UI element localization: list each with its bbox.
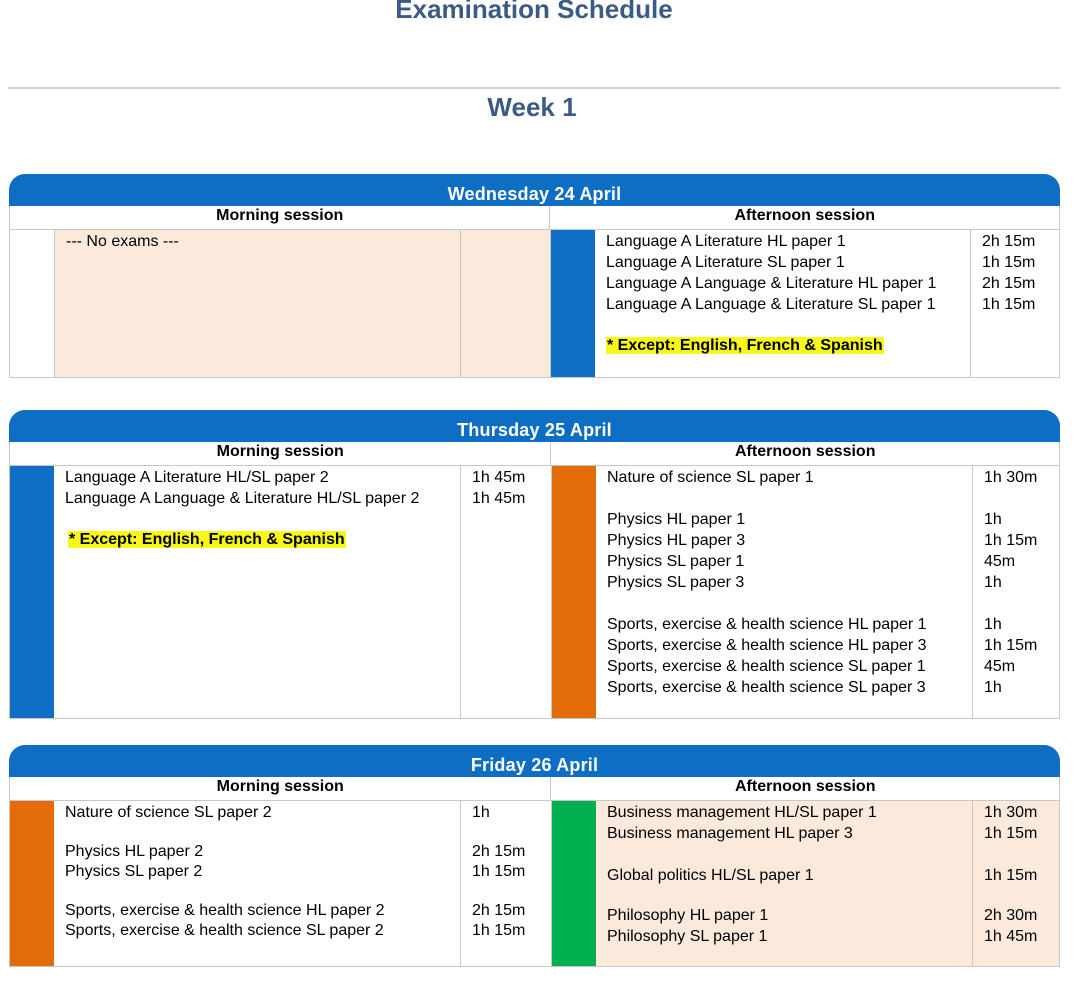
duration-value: 2h 30m [984, 907, 1038, 924]
day-block-wednesday [9, 174, 1060, 378]
exam-line: Business management HL/SL paper 1 [607, 804, 877, 821]
day-block-friday [9, 745, 1060, 967]
exam-list [54, 466, 460, 718]
afternoon-session [551, 230, 1059, 377]
duration-value: 45m [984, 658, 1016, 675]
duration-value: 1h [984, 679, 1002, 696]
afternoon-session [552, 466, 1059, 718]
exam-line: Language A Literature SL paper 1 [606, 254, 845, 271]
duration-list [972, 801, 1059, 966]
exam-line [65, 823, 460, 841]
session-color-bar [10, 801, 54, 966]
duration-value [984, 844, 1059, 865]
exam-line: Business management HL paper 3 [607, 825, 853, 842]
exam-line: Sports, exercise & health science HL paper 2 [65, 902, 385, 919]
day-body [9, 230, 1060, 378]
duration-value: 1h 15m [982, 296, 1036, 313]
day-header: Thursday 25 April [9, 410, 1060, 442]
morning-session [10, 230, 550, 377]
exam-line: Physics SL paper 1 [607, 553, 745, 570]
duration-list [460, 801, 551, 966]
exam-line: Physics HL paper 3 [607, 532, 746, 549]
exam-line: Physics HL paper 2 [65, 843, 204, 860]
duration-value: 2h 15m [472, 902, 526, 919]
morning-session [10, 466, 551, 718]
exam-line: Sports, exercise & health science SL paper 1 [607, 658, 926, 675]
week-title: Week 1 [487, 92, 577, 122]
page-title: Examination Schedule [395, 0, 673, 24]
exam-list [596, 801, 972, 966]
exam-line [607, 593, 972, 614]
day-block-thursday [9, 410, 1060, 719]
duration-value: 1h 15m [472, 922, 526, 939]
duration-value: 1h 15m [984, 637, 1038, 654]
exam-line: Language A Language & Literature HL/SL paper 2 [65, 490, 420, 507]
session-color-bar [10, 466, 54, 718]
duration-value: 1h 15m [984, 532, 1038, 549]
exam-line: Physics SL paper 2 [65, 863, 203, 880]
session-row [9, 206, 1060, 230]
morning-session-label: Morning session [10, 777, 551, 800]
exam-line: Philosophy SL paper 1 [607, 928, 768, 945]
duration-value: 1h 30m [984, 469, 1038, 486]
exam-line: Sports, exercise & health science HL paper 1 [607, 616, 927, 633]
exam-line: Language A Literature HL/SL paper 2 [65, 469, 329, 486]
duration-value [984, 593, 1059, 614]
session-color-bar [552, 801, 596, 966]
exam-list [54, 801, 460, 966]
duration-value: 1h 45m [472, 490, 526, 507]
exception-note: * Except: English, French & Spanish [69, 531, 345, 548]
duration-value: 1h 15m [472, 863, 526, 880]
day-body [9, 801, 1060, 967]
duration-value [984, 886, 1059, 905]
duration-value: 1h [472, 804, 490, 821]
duration-value: 1h [984, 511, 1002, 528]
duration-value [472, 823, 551, 841]
exam-line [607, 886, 972, 905]
duration-value: 1h [984, 616, 1002, 633]
exam-line: Language A Literature HL paper 1 [606, 233, 846, 250]
exam-line [65, 881, 460, 900]
duration-value: 2h 15m [982, 233, 1036, 250]
duration-value: 1h 15m [984, 825, 1038, 842]
day-header: Wednesday 24 April [9, 174, 1060, 206]
exam-line: Sports, exercise & health science SL paper 2 [65, 922, 384, 939]
session-row [9, 777, 1060, 801]
afternoon-session [552, 801, 1059, 966]
duration-value: 1h 15m [982, 254, 1036, 271]
afternoon-session-label: Afternoon session [734, 207, 875, 224]
exam-list [595, 230, 970, 377]
duration-value [984, 488, 1059, 509]
duration-list [460, 230, 550, 377]
session-color-bar [10, 230, 55, 377]
duration-value: 2h 15m [472, 843, 526, 860]
duration-list [972, 466, 1059, 718]
exam-line: Physics SL paper 3 [607, 574, 745, 591]
exam-line: Sports, exercise & health science HL paper 3 [607, 637, 927, 654]
morning-session-label: Morning session [10, 206, 550, 229]
exam-line: Language A Language & Literature HL paper 1 [606, 275, 937, 292]
exam-line: Physics HL paper 1 [607, 511, 746, 528]
exam-line: --- No exams --- [66, 233, 179, 250]
session-row [9, 442, 1060, 466]
duration-list [970, 230, 1059, 377]
exam-line: Philosophy HL paper 1 [607, 907, 769, 924]
duration-value: 1h 45m [984, 928, 1038, 945]
session-color-bar [551, 230, 595, 377]
day-body [9, 466, 1060, 719]
divider-rule [8, 87, 1060, 89]
exception-note: * Except: English, French & Spanish [607, 337, 883, 354]
session-color-bar [552, 466, 596, 718]
duration-value [472, 881, 551, 900]
duration-value: 45m [984, 553, 1016, 570]
afternoon-session-label: Afternoon session [735, 443, 876, 460]
morning-session-label: Morning session [10, 442, 551, 465]
duration-value: 1h 15m [984, 867, 1038, 884]
duration-value: 1h 45m [472, 469, 526, 486]
duration-value: 1h 30m [984, 804, 1038, 821]
exam-line: Sports, exercise & health science SL paper 3 [607, 679, 926, 696]
exam-line [607, 844, 972, 865]
exam-line [607, 488, 972, 509]
duration-value: 2h 15m [982, 275, 1036, 292]
exam-line: Nature of science SL paper 2 [65, 804, 272, 821]
exam-line: Language A Language & Literature SL paper 1 [606, 296, 936, 313]
day-header: Friday 26 April [9, 745, 1060, 777]
exam-line: Global politics HL/SL paper 1 [607, 867, 814, 884]
exam-list [596, 466, 972, 718]
morning-session [10, 801, 551, 966]
duration-value: 1h [984, 574, 1002, 591]
duration-list [460, 466, 551, 718]
exam-list [55, 230, 460, 377]
exam-line: Nature of science SL paper 1 [607, 469, 814, 486]
afternoon-session-label: Afternoon session [735, 778, 876, 795]
